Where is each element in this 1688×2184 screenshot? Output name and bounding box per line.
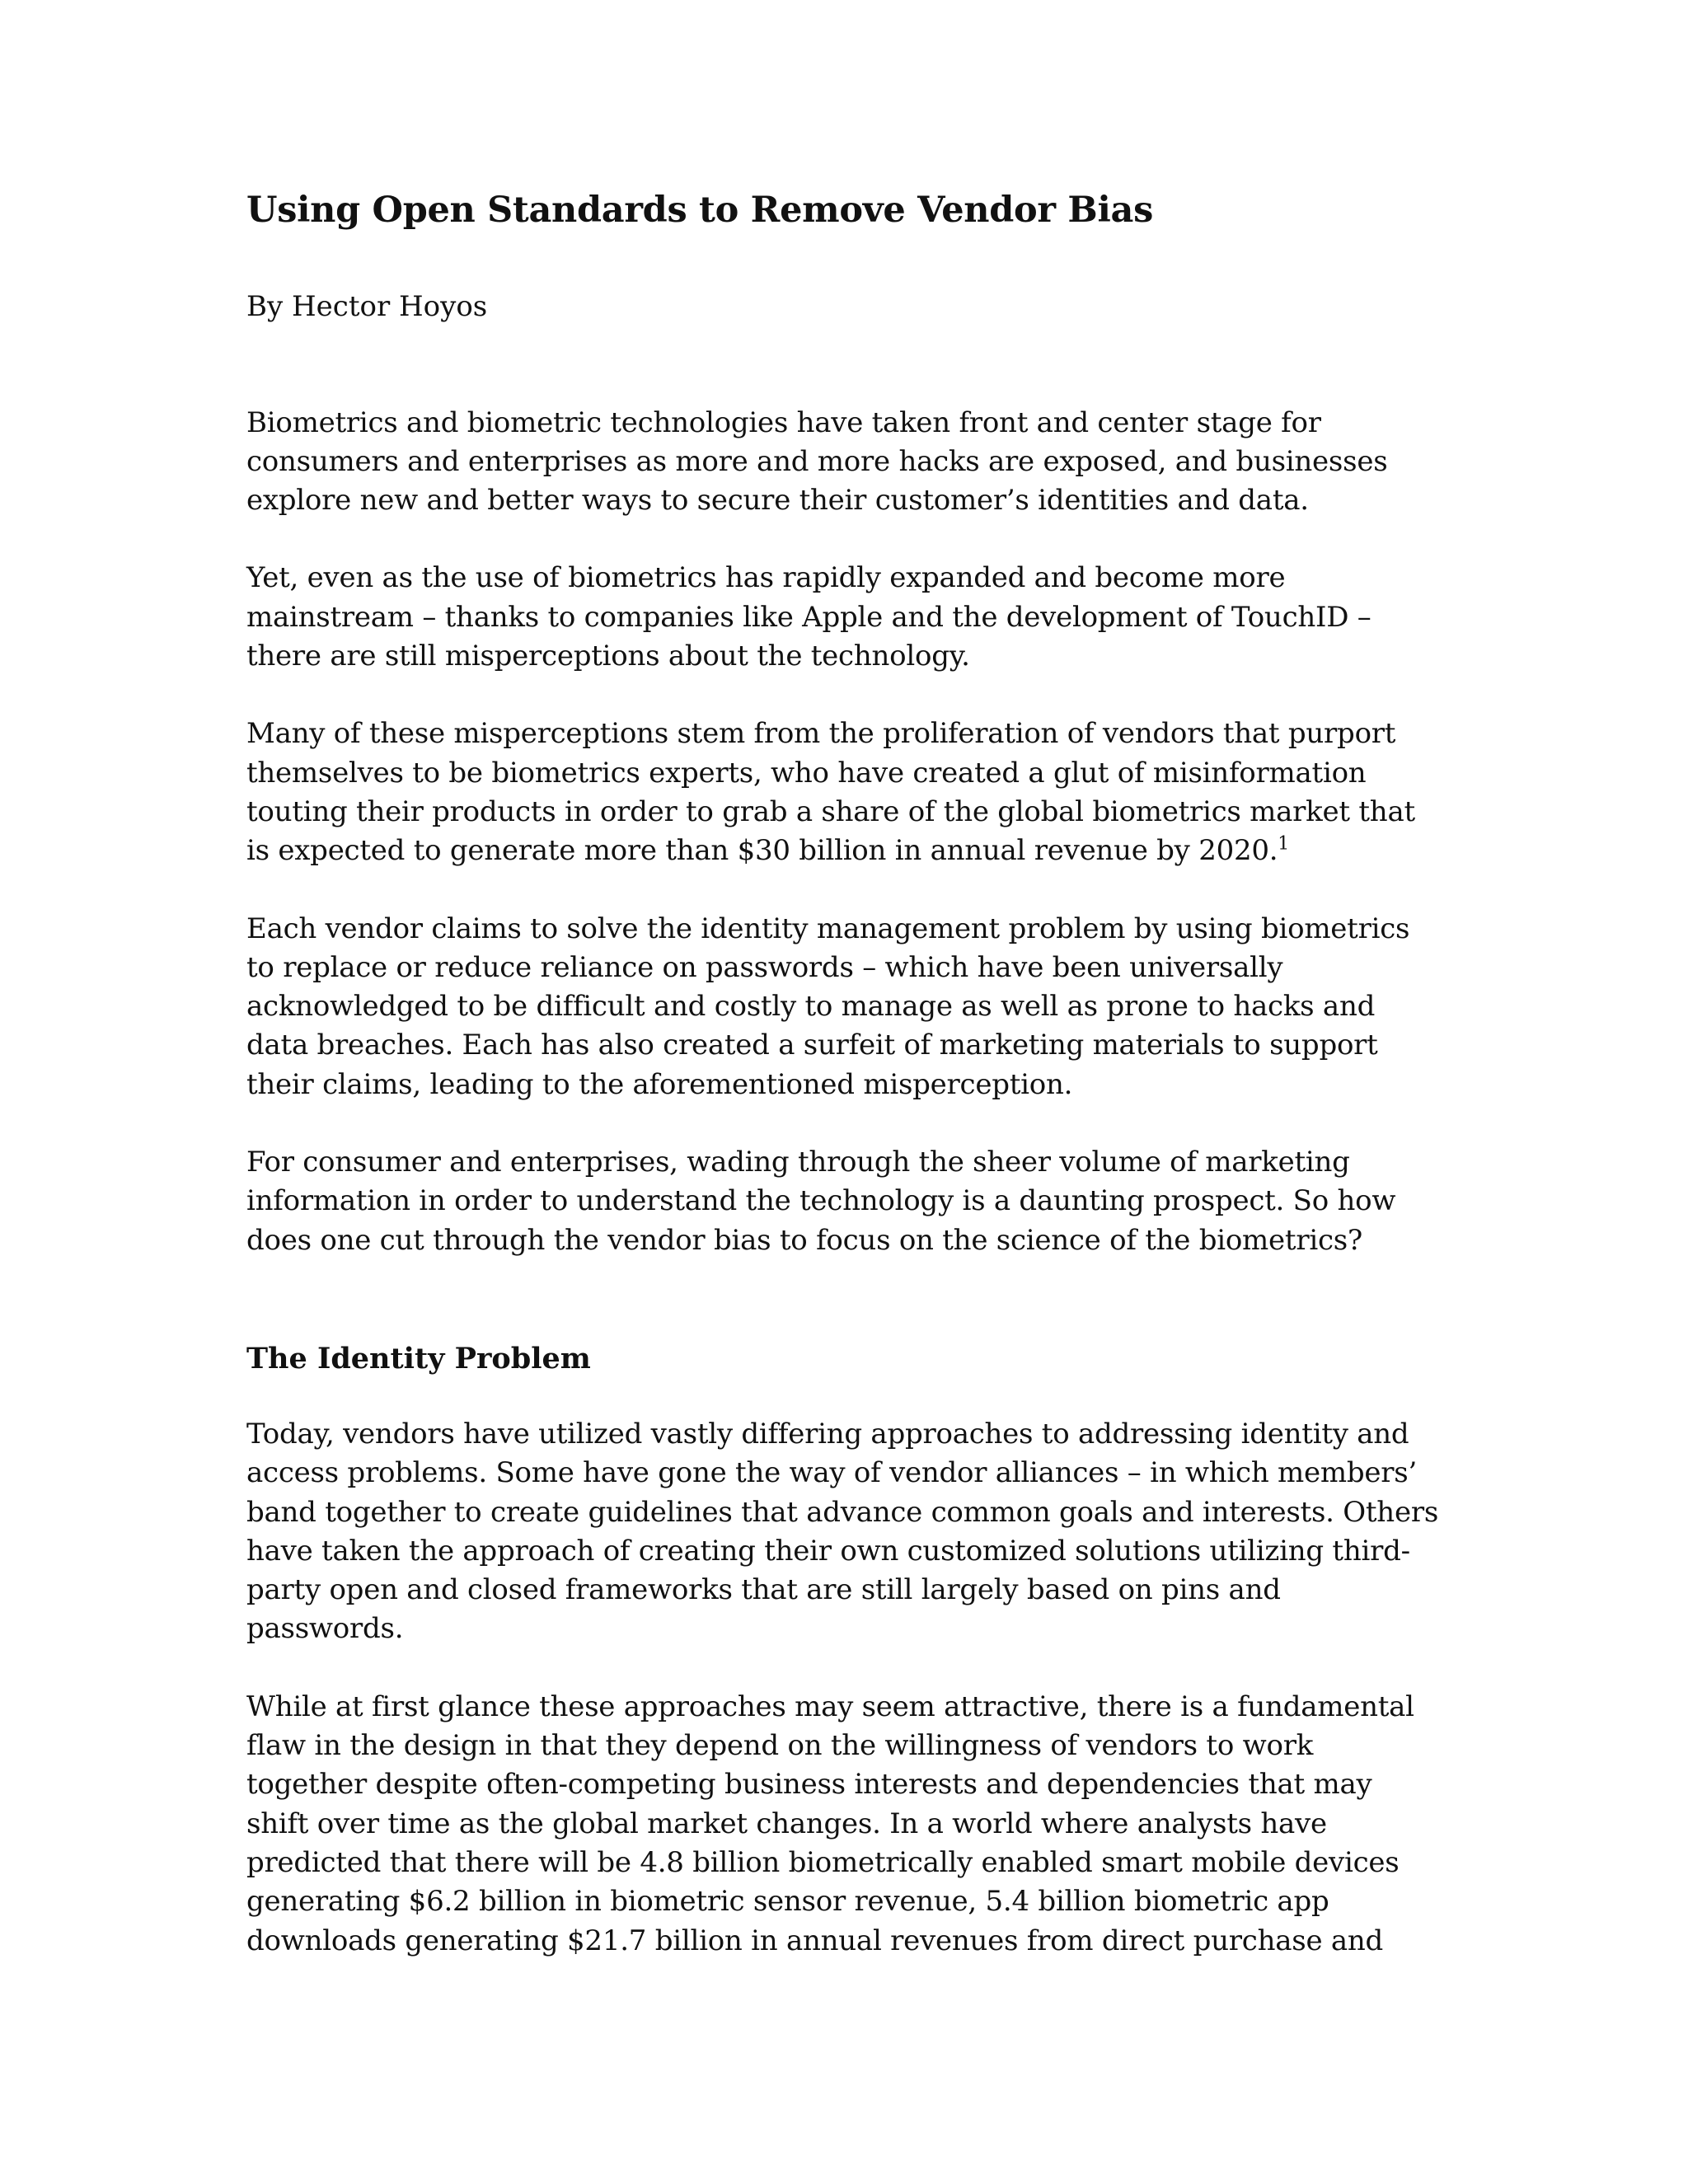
paragraph-vendors-text: Many of these misperceptions stem from the proliferation of vendors that purport themselves to be biometrics experts, who have created a glut of misinformation touting their products in order to grab a share of the global biometrics market that is expected to generate more than $30 billion in annual revenue by 2020. bbox=[246, 717, 1415, 868]
section-heading: The Identity Problem bbox=[246, 1341, 591, 1376]
paragraph-vendors bbox=[246, 715, 1442, 870]
author-byline: By Hector Hoyos bbox=[246, 289, 488, 323]
footnote-marker: 1 bbox=[1278, 833, 1290, 855]
paragraph-vendor-claims: Each vendor claims to solve the identity management problem by using biometrics to replace or reduce reliance on passwords – which have been universally acknowledged to be difficult and costly to manage as well as prone to hacks and data breaches. Each has also created a surfeit of marketing materials to support their claims, leading to the aforementioned misperception. bbox=[246, 912, 1410, 1101]
document-title: Using Open Standards to Remove Vendor Bias bbox=[246, 190, 1153, 231]
document-body bbox=[246, 190, 1442, 1961]
paragraph-design-flaw: While at first glance these approaches may seem attractive, there is a fundamental flaw in the design in that they depend on the willingness of vendors to work together despite often-competing business interests and dependencies that may shift over time as the global market changes. In a world where analysts have predicted that there will be 4.8 billion biometrically enabled smart mobile devices generating $6.2 billion in biometric sensor revenue, 5.4 billion biometric app downloads generating $21.7 billion in annual revenues from direct purchase and bbox=[246, 1690, 1414, 1957]
paragraph-approaches: Today, vendors have utilized vastly differing approaches to addressing identity and access problems. Some have gone the way of vendor alliances – in which members’ band together to create guidelines that advance common goals and interests. Others have taken the approach of creating their own customized solutions utilizing third-party open and closed frameworks that are still largely based on pins and passwords. bbox=[246, 1417, 1439, 1646]
paragraph-consumers: For consumer and enterprises, wading through the sheer volume of marketing information in order to understand the technology is a daunting prospect. So how does one cut through the vendor bias to focus on the science of the biometrics? bbox=[246, 1146, 1396, 1257]
paragraph-misperceptions: Yet, even as the use of biometrics has rapidly expanded and become more mainstream – thanks to companies like Apple and the development of TouchID – there are still misperceptions about the technology. bbox=[246, 561, 1372, 673]
paragraph-intro: Biometrics and biometric technologies have taken front and center stage for consumers and enterprises as more and more hacks are exposed, and businesses explore new and better ways to secure their customer’s identities and data. bbox=[246, 405, 1388, 518]
